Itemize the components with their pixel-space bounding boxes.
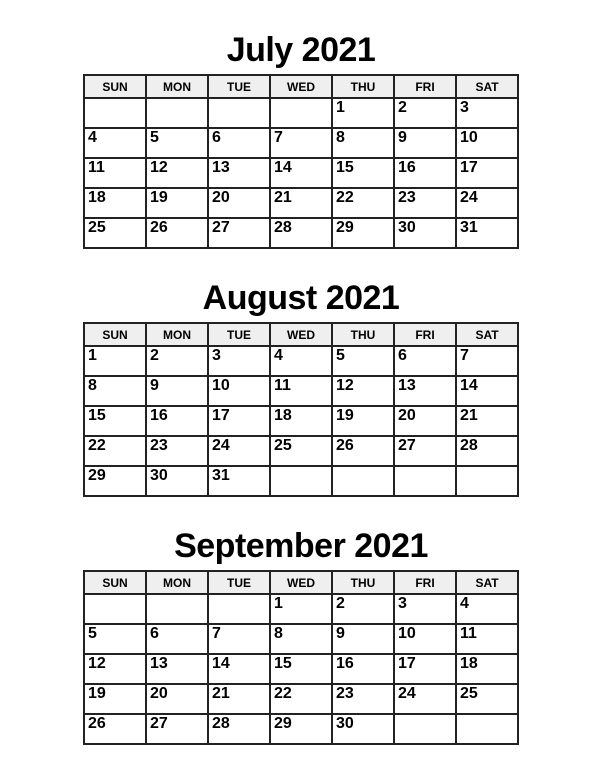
day-cell <box>84 188 146 218</box>
day-number: 4 <box>88 129 97 146</box>
day-number: 6 <box>398 347 407 364</box>
day-cell <box>84 684 146 714</box>
day-cell <box>456 158 518 188</box>
day-number <box>147 595 207 596</box>
day-cell <box>332 714 394 744</box>
day-cell <box>146 436 208 466</box>
day-number: 5 <box>88 625 97 642</box>
day-number: 22 <box>88 437 106 454</box>
day-cell <box>84 654 146 684</box>
day-cell <box>456 218 518 248</box>
day-number: 23 <box>398 189 416 206</box>
day-number: 14 <box>460 377 478 394</box>
week-row <box>84 158 518 188</box>
day-number: 5 <box>336 347 345 364</box>
week-row <box>84 624 518 654</box>
day-number: 21 <box>274 189 292 206</box>
day-cell <box>456 654 518 684</box>
day-cell <box>394 218 456 248</box>
day-number: 17 <box>460 159 478 176</box>
day-number: 8 <box>88 377 97 394</box>
day-cell <box>208 594 270 624</box>
day-cell <box>270 128 332 158</box>
day-number: 29 <box>88 467 106 484</box>
day-number <box>271 99 331 100</box>
day-number: 5 <box>150 129 159 146</box>
day-number: 30 <box>398 219 416 236</box>
day-cell <box>332 376 394 406</box>
day-number <box>457 467 517 468</box>
day-cell <box>456 466 518 496</box>
day-number: 20 <box>398 407 416 424</box>
day-cell <box>146 128 208 158</box>
day-cell <box>270 98 332 128</box>
day-number: 3 <box>398 595 407 612</box>
day-cell <box>394 128 456 158</box>
weekday-header: TUE <box>208 571 270 594</box>
day-cell <box>146 714 208 744</box>
day-number: 9 <box>336 625 345 642</box>
day-cell <box>84 158 146 188</box>
day-number: 29 <box>274 715 292 732</box>
day-number: 6 <box>212 129 221 146</box>
day-number: 11 <box>88 159 105 176</box>
day-number: 25 <box>460 685 478 702</box>
day-number: 19 <box>88 685 106 702</box>
week-row <box>84 128 518 158</box>
day-cell <box>332 594 394 624</box>
month-title: August 2021 <box>202 279 400 317</box>
week-row <box>84 98 518 128</box>
day-number <box>85 99 145 100</box>
weekday-header: THU <box>332 323 394 346</box>
day-number <box>271 467 331 468</box>
day-number: 16 <box>398 159 416 176</box>
weekday-header: SAT <box>456 323 518 346</box>
weekday-header: THU <box>332 571 394 594</box>
day-number: 9 <box>398 129 407 146</box>
day-cell <box>456 188 518 218</box>
day-cell <box>270 406 332 436</box>
day-cell <box>332 346 394 376</box>
day-number: 9 <box>150 377 159 394</box>
day-cell <box>208 406 270 436</box>
day-cell <box>394 98 456 128</box>
day-cell <box>456 624 518 654</box>
day-cell <box>146 594 208 624</box>
day-number: 18 <box>460 655 478 672</box>
day-cell <box>394 406 456 436</box>
day-cell <box>84 406 146 436</box>
day-number: 8 <box>274 625 283 642</box>
day-number: 23 <box>150 437 168 454</box>
day-cell <box>270 654 332 684</box>
week-row <box>84 346 518 376</box>
weekday-header: WED <box>270 571 332 594</box>
day-cell <box>208 158 270 188</box>
day-number: 3 <box>212 347 221 364</box>
day-cell <box>456 436 518 466</box>
day-cell <box>146 406 208 436</box>
day-number <box>333 467 393 468</box>
day-number: 27 <box>212 219 230 236</box>
day-number: 30 <box>336 715 354 732</box>
day-cell <box>332 624 394 654</box>
day-cell <box>394 714 456 744</box>
day-cell <box>456 714 518 744</box>
day-number: 28 <box>212 715 230 732</box>
day-number: 26 <box>336 437 354 454</box>
day-number: 31 <box>212 467 230 484</box>
week-row <box>84 714 518 744</box>
weekday-header: SUN <box>84 75 146 98</box>
day-cell <box>394 466 456 496</box>
week-row <box>84 406 518 436</box>
day-number: 8 <box>336 129 345 146</box>
day-number: 24 <box>398 685 416 702</box>
day-number: 27 <box>398 437 416 454</box>
day-number: 15 <box>336 159 354 176</box>
day-cell <box>270 376 332 406</box>
week-row <box>84 218 518 248</box>
weekday-header: MON <box>146 571 208 594</box>
day-cell <box>456 128 518 158</box>
day-number <box>147 99 207 100</box>
day-cell <box>84 98 146 128</box>
month-title: September 2021 <box>174 527 428 565</box>
day-number: 11 <box>274 377 291 394</box>
day-cell <box>208 684 270 714</box>
day-cell <box>270 346 332 376</box>
week-row <box>84 436 518 466</box>
day-number: 3 <box>460 99 469 116</box>
day-cell <box>394 188 456 218</box>
weekday-header: WED <box>270 75 332 98</box>
day-cell <box>84 128 146 158</box>
weekday-header: TUE <box>208 323 270 346</box>
day-number: 27 <box>150 715 168 732</box>
day-cell <box>270 466 332 496</box>
day-number: 19 <box>150 189 168 206</box>
day-cell <box>84 714 146 744</box>
day-cell <box>84 594 146 624</box>
day-number: 22 <box>274 685 292 702</box>
day-cell <box>208 466 270 496</box>
day-number: 11 <box>460 625 477 642</box>
day-number: 24 <box>212 437 230 454</box>
day-number: 14 <box>274 159 292 176</box>
day-number: 7 <box>212 625 221 642</box>
day-number: 26 <box>150 219 168 236</box>
weekday-header: SUN <box>84 323 146 346</box>
day-number: 4 <box>274 347 283 364</box>
weekday-header: TUE <box>208 75 270 98</box>
day-cell <box>270 594 332 624</box>
day-cell <box>394 684 456 714</box>
day-cell <box>394 346 456 376</box>
weekday-header: WED <box>270 323 332 346</box>
day-number: 10 <box>460 129 478 146</box>
day-number: 24 <box>460 189 478 206</box>
weekday-header: THU <box>332 75 394 98</box>
day-number: 7 <box>460 347 469 364</box>
day-cell <box>332 406 394 436</box>
day-number: 21 <box>460 407 478 424</box>
day-number: 15 <box>274 655 292 672</box>
weekday-header-row <box>84 571 518 594</box>
day-cell <box>332 158 394 188</box>
day-cell <box>208 436 270 466</box>
day-cell <box>456 376 518 406</box>
day-number: 26 <box>88 715 106 732</box>
day-number: 29 <box>336 219 354 236</box>
day-number: 18 <box>274 407 292 424</box>
day-cell <box>146 466 208 496</box>
day-cell <box>146 218 208 248</box>
weekday-header: FRI <box>394 323 456 346</box>
day-cell <box>332 188 394 218</box>
day-number: 12 <box>336 377 354 394</box>
weekday-header: SUN <box>84 571 146 594</box>
day-cell <box>270 714 332 744</box>
day-number: 23 <box>336 685 354 702</box>
day-cell <box>456 346 518 376</box>
week-row <box>84 684 518 714</box>
weekday-header: FRI <box>394 75 456 98</box>
day-number <box>457 715 517 716</box>
week-row <box>84 654 518 684</box>
day-cell <box>208 188 270 218</box>
day-cell <box>84 376 146 406</box>
day-cell <box>146 376 208 406</box>
weekday-header: SAT <box>456 571 518 594</box>
day-cell <box>456 594 518 624</box>
day-number: 10 <box>212 377 230 394</box>
day-cell <box>332 98 394 128</box>
day-cell <box>332 128 394 158</box>
day-cell <box>394 436 456 466</box>
day-number: 1 <box>336 99 345 116</box>
day-number: 20 <box>212 189 230 206</box>
day-number: 25 <box>88 219 106 236</box>
day-cell <box>208 128 270 158</box>
day-number <box>209 595 269 596</box>
day-number: 19 <box>336 407 354 424</box>
weekday-header: FRI <box>394 571 456 594</box>
day-number: 1 <box>274 595 283 612</box>
day-number: 20 <box>150 685 168 702</box>
day-number <box>85 595 145 596</box>
day-number: 22 <box>336 189 354 206</box>
day-cell <box>394 594 456 624</box>
day-cell <box>146 98 208 128</box>
week-row <box>84 466 518 496</box>
day-number: 16 <box>150 407 168 424</box>
calendar-grid <box>83 74 519 249</box>
calendar-grid <box>83 570 519 745</box>
day-cell <box>456 684 518 714</box>
day-cell <box>146 346 208 376</box>
month-title: July 2021 <box>226 31 376 69</box>
day-cell <box>270 624 332 654</box>
day-cell <box>456 406 518 436</box>
week-row <box>84 376 518 406</box>
weekday-header-row <box>84 75 518 98</box>
day-number: 13 <box>398 377 416 394</box>
day-cell <box>208 654 270 684</box>
day-number: 13 <box>150 655 168 672</box>
day-cell <box>332 654 394 684</box>
day-number: 12 <box>150 159 168 176</box>
day-number: 25 <box>274 437 292 454</box>
weekday-header: MON <box>146 323 208 346</box>
day-number: 28 <box>460 437 478 454</box>
day-cell <box>146 624 208 654</box>
day-number: 13 <box>212 159 230 176</box>
day-number: 6 <box>150 625 159 642</box>
day-number: 4 <box>460 595 469 612</box>
day-cell <box>84 218 146 248</box>
day-cell <box>146 158 208 188</box>
day-number: 31 <box>460 219 478 236</box>
day-number: 7 <box>274 129 283 146</box>
day-number: 12 <box>88 655 106 672</box>
day-cell <box>270 188 332 218</box>
day-cell <box>270 158 332 188</box>
day-cell <box>332 466 394 496</box>
day-number <box>395 467 455 468</box>
day-cell <box>208 98 270 128</box>
day-cell <box>270 436 332 466</box>
day-number: 10 <box>398 625 416 642</box>
day-number: 28 <box>274 219 292 236</box>
day-number: 16 <box>336 655 354 672</box>
week-row <box>84 594 518 624</box>
day-cell <box>332 436 394 466</box>
day-number: 2 <box>150 347 159 364</box>
calendar-grid <box>83 322 519 497</box>
day-cell <box>208 624 270 654</box>
day-number: 2 <box>336 595 345 612</box>
day-number: 21 <box>212 685 230 702</box>
day-cell <box>270 684 332 714</box>
weekday-header: MON <box>146 75 208 98</box>
day-cell <box>394 624 456 654</box>
day-cell <box>394 158 456 188</box>
weekday-header: SAT <box>456 75 518 98</box>
day-cell <box>146 684 208 714</box>
day-cell <box>208 346 270 376</box>
weekday-header-row <box>84 323 518 346</box>
day-cell <box>332 218 394 248</box>
day-number: 15 <box>88 407 106 424</box>
day-cell <box>270 218 332 248</box>
day-cell <box>332 684 394 714</box>
day-number: 1 <box>88 347 97 364</box>
day-cell <box>146 188 208 218</box>
day-number <box>395 715 455 716</box>
day-number: 30 <box>150 467 168 484</box>
day-cell <box>84 624 146 654</box>
day-cell <box>208 714 270 744</box>
day-number: 14 <box>212 655 230 672</box>
day-number: 18 <box>88 189 106 206</box>
day-cell <box>208 376 270 406</box>
day-cell <box>84 466 146 496</box>
day-number: 17 <box>398 655 416 672</box>
day-cell <box>84 346 146 376</box>
day-cell <box>394 376 456 406</box>
day-cell <box>208 218 270 248</box>
day-cell <box>146 654 208 684</box>
day-cell <box>84 436 146 466</box>
day-number: 17 <box>212 407 230 424</box>
day-number: 2 <box>398 99 407 116</box>
day-cell <box>456 98 518 128</box>
week-row <box>84 188 518 218</box>
day-number <box>209 99 269 100</box>
day-cell <box>394 654 456 684</box>
